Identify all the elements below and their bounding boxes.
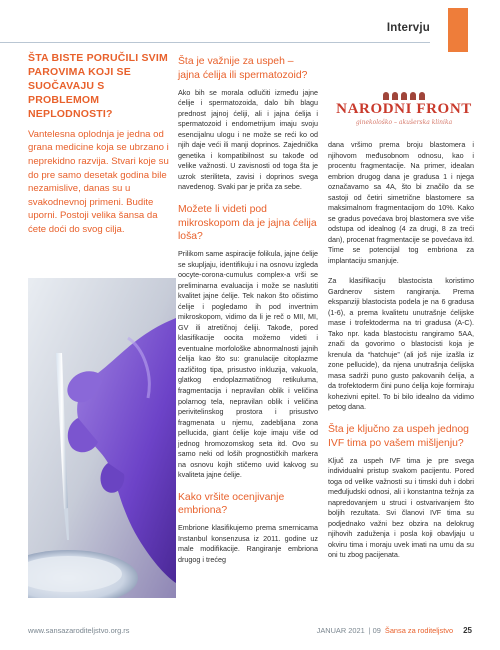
logo-crown-icon	[334, 92, 474, 100]
page-header	[0, 0, 500, 40]
answer-paragraph-2: Prilikom same aspiracije folikula, jajne ćelije se skupljaju, identifikuju i na osnovu izgleda oocyte-corona-cumulus complex-a vrši se preliminarna evaluacija i može se naslutiti kvalitet jajne ćelije. Tek nakon što očistimo ćelije i pogledamo ih pod invertnim mikroskopom, vidimo da li je reč o MII, MI, GV ili atretičnoj ćeliji. Takođe, pored klasifikacije oocita možemo videti i eventualne morfološke abnormalnosti jajnih ćelija kao što su: granulacije citoplazme različitog tipa, prisustvo inkluzija, vakuola, glatkog endoplazmatičnog retikuluma, fragmentacija i nepravilan oblik i veličina polarnog tela, nepravilan oblik i veličina perivitelinskog prostora i prisustvo fragmenata u njemu, zadebljana zona pellucida, giant ćelije koje imaju više od jednog hromozomskog seta itd. Ovo su samo neki od loših prognostičkih markera na osnovu kojih stičemo uvid kakvog su kvaliteta jajne ćelije.	[178, 249, 318, 480]
answer-paragraph-5: Ključ za uspeh IVF tima je pre svega individualni pristup svakom pacijentu. Pored toga od velike važnosti su i timski duh i dobri međuljudski odnosi, ali i konstantna težnja za napredovanjem u struci i ostvarivanjem što boljih rezultata. Svi članovi IVF tima su podjednako važni bez obzira na delokrug njihovih zaduženja i posla koji obavljaju u okviru tima i moraju uvek imati na umu da su oni tu zbog pacijenata.	[328, 455, 474, 560]
question-heading-3: Kako vršite ocenjivanje embriona?	[178, 491, 285, 517]
logo-name: NARODNI FRONT	[336, 101, 472, 117]
answer-paragraph-3-continued: dana vršimo prema broju blastomera i njihovom međusobnom odnosu, kao i procentu fragmentacije. Na primer, idealan embrion drugog dana je gradusa 1 i njega označavamo sa 4A, što bi značilo da se sastoji od četiri simetrične blastomere sa maksimalnom fragmentacijom do 10%. Kako se gradus povećava broj blastomera sve više odstupa od idealnog (4 za drugi, 8 za treći dan), procenat fragmentacije se povećava itd. Time se potencijal tog embriona za implantaciju smanjuje.	[328, 140, 474, 265]
question-heading-4: Šta je ključno za uspeh jednog IVF tima po vašem mišljenju?	[328, 423, 469, 449]
question-callout	[28, 52, 170, 237]
footer-issue-info	[317, 626, 472, 635]
page-footer	[28, 624, 472, 638]
gloved-hand-pipette-image	[28, 278, 176, 598]
answer-paragraph-4: Za klasifikaciju blastocista koristimo Gardnerov sistem rangiranja. Prema ekspanziji blastocista podela je na 6 gradusa (1-6), a prema kvalitetu unutrašnje ćelijske mase i trofektoderma na tri gradusa (A-C). Tako npr. kada blastocistu rangiramo 5AA, znači da govorimo o blastocisti koja je krenula da “hatchuje” (ali još nije izašla iz zone pellucide), da njena unutrašnja ćelijska masa sadrži puno gusto pakovanih ćelija, a da trofektoderm čini puno ćelija koje formiraju kohezivni epitel. To bi bilo idealno da vidimo petog dana.	[328, 276, 474, 412]
article-column-2	[178, 55, 318, 575]
section-tab-marker	[448, 8, 468, 52]
footer-magazine-name: Šansa za roditeljstvo	[384, 626, 454, 635]
footer-date: JANUAR 2021	[316, 626, 365, 635]
callout-body: Vantelesna oplodnja je jedna od grana medicine koja se ubrzano i neprekidno razvija. Stvari koje su do pre samo desetak godina bile nezamislive, danas su u svakodnevnoj primeni. Budite uporni. Postoji velika šansa da ćete doći do svog cilja.	[28, 128, 169, 236]
article-column-3	[328, 140, 474, 571]
question-heading-1: Šta je važnije za uspeh – jajna ćelija ili spermatozoid?	[178, 56, 308, 81]
answer-paragraph-3: Embrione klasifikujemo prema smernicama Instanbul konsenzusa iz 2011. godine uz male modifikacije. Rangiranje embriona drugog i trećeg	[178, 523, 318, 564]
logo-tagline: ginekološko – akušerska klinika	[355, 119, 453, 126]
callout-title: ŠTA BISTE PORUČILI SVIM PAROVIMA KOJI SE SUOČAVAJU S PROBLEMOM NEPLODNOSTI?	[28, 52, 168, 120]
question-heading-2: Možete li videti pod mikroskopom da je jajna ćelija loša?	[178, 203, 317, 243]
clinic-logo	[334, 92, 474, 134]
page-number: 25	[463, 626, 472, 635]
footer-url[interactable]: www.sansazaroditeljstvo.org.rs	[28, 626, 130, 635]
footer-issue-number: | 09	[368, 626, 381, 635]
lab-photo	[28, 278, 176, 598]
section-label: Intervju	[386, 22, 430, 34]
answer-paragraph-1: Ako bih se morala odlučiti između jajne ćelije i spermatozoida, dalo bih blagu prednost jajnoj ćeliji, ali i jajna ćelija i spermatozoid i endometrijum imaju svoju esencijalnu ulogu i ne može se reći ko od njih daje veći ili manji doprinos. Zajednička genetika i kompatibilnost su takođe od velike važnosti. U zavisnosti od toga šta je uzrok steriliteta, zavisi i doprinos svega navedenog. Svaki par je priča za sebe.	[178, 87, 318, 192]
header-divider	[0, 42, 430, 43]
